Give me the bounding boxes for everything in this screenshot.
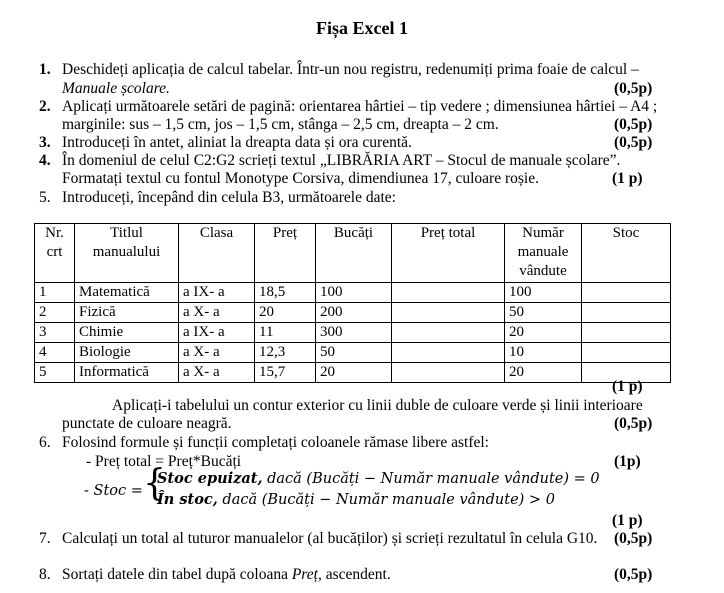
header-bucati	[316, 224, 392, 283]
table-cell: a X- a	[179, 303, 255, 323]
header-nr-crt	[35, 224, 75, 283]
item-3-points: (0,5p)	[614, 134, 653, 151]
item-3-number: 3.	[39, 134, 51, 151]
item-8-text-after: ascendent.	[325, 566, 391, 583]
header-text: Clasa	[199, 225, 234, 241]
formula-pret-total: - Preț total = Preț*Bucăți	[86, 453, 242, 470]
case-2-rest: dacă (Bucăți − Număr manuale vândute) > 0	[222, 492, 555, 508]
border-text-line2: punctate de culoare neagră.	[62, 415, 232, 432]
table-cell: a X- a	[179, 343, 255, 363]
table-cell: 20	[316, 363, 392, 383]
table-cell: 2	[35, 303, 75, 323]
table-cell: 50	[505, 303, 582, 323]
table-cell	[582, 283, 671, 303]
table-cell: a X- a	[179, 363, 255, 383]
table-cell: Chimie	[75, 323, 179, 343]
header-text: Bucăți	[333, 225, 374, 241]
table-cell: 300	[316, 323, 392, 343]
item-2-line1: Aplicați următoarele setări de pagină: orientarea hârtiei – tip vedere ; dimensiunea hârtiei – A4 ;	[62, 98, 658, 115]
item-7-number: 7.	[39, 530, 51, 547]
table-cell: Fizică	[75, 303, 179, 323]
border-text-points: (0,5p)	[614, 415, 653, 432]
case-brace: {	[143, 463, 166, 504]
header-pret-total	[392, 224, 505, 283]
header-stoc	[582, 224, 671, 283]
header-text: Preț total	[420, 225, 476, 241]
header-pret	[255, 224, 316, 283]
table-cell: a IX- a	[179, 283, 255, 303]
table-cell: 20	[505, 363, 582, 383]
table-cell	[392, 323, 505, 343]
table-cell	[582, 343, 671, 363]
page-title: Fișa Excel 1	[316, 18, 408, 38]
table-cell: 100	[316, 283, 392, 303]
table-cell: 200	[316, 303, 392, 323]
table-cell: 12,3	[255, 343, 316, 363]
table-cell	[392, 303, 505, 323]
item-2-line2: marginile: sus – 1,5 cm, jos – 1,5 cm, stânga – 2,5 cm, dreapta – 2 cm.	[62, 116, 499, 133]
table-cell: Biologie	[75, 343, 179, 363]
table-row	[35, 323, 671, 343]
table-cell	[582, 323, 671, 343]
item-6-line1: Folosind formule și funcții completați coloanele rămase libere astfel:	[62, 434, 489, 451]
table-cell: 5	[35, 363, 75, 383]
item-4-points: (1 p)	[612, 170, 643, 187]
table-cell: 20	[505, 323, 582, 343]
item-1-points: (0,5p)	[614, 80, 653, 97]
table-cell: 20	[255, 303, 316, 323]
item-6-points: (1 p)	[612, 512, 643, 529]
table-cell: 1	[35, 283, 75, 303]
header-text: manualului	[92, 244, 161, 260]
table-points: (1 p)	[612, 378, 643, 395]
header-text: crt	[46, 244, 63, 260]
item-7-points: (0,5p)	[614, 530, 653, 547]
table-row	[35, 343, 671, 363]
table-cell: 100	[505, 283, 582, 303]
table-cell: 50	[316, 343, 392, 363]
case-1	[157, 470, 600, 487]
item-5-number: 5.	[39, 189, 51, 206]
item-8-number: 8.	[39, 566, 51, 583]
item-1-line2: Manuale școlare.	[62, 80, 170, 97]
item-1-line1: Deschideți aplicația de calcul tabelar. Într-un nou registru, redenumiți prima foaie de calcul –	[62, 61, 639, 78]
item-8-text	[62, 566, 391, 584]
table-cell: 4	[35, 343, 75, 363]
case-1-rest: dacă (Bucăți − Număr manuale vândute) = 0	[267, 471, 600, 487]
item-2-number: 2.	[39, 98, 51, 115]
case-2	[157, 491, 555, 508]
item-8-text-before: Sortați datele din tabel după coloana	[62, 566, 288, 583]
table-row	[35, 283, 671, 303]
item-2-points: (0,5p)	[614, 116, 653, 133]
data-table	[34, 223, 671, 383]
item-6-number: 6.	[39, 434, 51, 451]
table-cell: 3	[35, 323, 75, 343]
header-text: Titlul	[110, 225, 143, 241]
table-row	[35, 363, 671, 383]
header-text: Număr	[522, 225, 564, 241]
table-cell: 11	[255, 323, 316, 343]
item-5-line1: Introduceți, începând din celula B3, următoarele date:	[62, 189, 396, 206]
header-titlul	[75, 224, 179, 283]
table-header-row	[35, 224, 671, 283]
header-text: Stoc	[612, 225, 640, 241]
item-8-text-italic: Preț,	[291, 566, 322, 583]
table-cell: a IX- a	[179, 323, 255, 343]
item-3-line1: Introduceți în antet, aliniat la dreapta data și ora curentă.	[62, 134, 412, 151]
header-text: Nr.	[45, 225, 64, 241]
header-numar-vandute	[505, 224, 582, 283]
table-cell	[392, 283, 505, 303]
item-4-line2: Formatați textul cu fontul Monotype Corsiva, dimendiunea 17, culoare roșie.	[62, 170, 539, 187]
table-cell: 18,5	[255, 283, 316, 303]
table-cell	[582, 303, 671, 323]
table-cell	[392, 343, 505, 363]
table-row	[35, 303, 671, 323]
table-cell: 10	[505, 343, 582, 363]
case-1-bold: Stoc epuizat,	[157, 470, 263, 487]
item-4-number: 4.	[39, 152, 51, 169]
header-text: Preț	[272, 225, 298, 241]
formula-pret-total-points: (1p)	[614, 453, 641, 470]
header-text: manuale	[517, 244, 569, 260]
item-1-number: 1.	[39, 61, 51, 78]
table-cell: Matematică	[75, 283, 179, 303]
table-cell	[392, 363, 505, 383]
item-4-line1: În domeniul de celul C2:G2 scrieți textul „LIBRĂRIA ART – Stocul de manuale școlare”.	[62, 152, 621, 169]
border-text-line1: Aplicați-i tabelului un contur exterior cu linii duble de culoare verde și linii interioare	[112, 397, 643, 414]
table-cell: 15,7	[255, 363, 316, 383]
item-8-points: (0,5p)	[614, 566, 653, 583]
table-cell: Informatică	[75, 363, 179, 383]
stoc-label: - Stoc =	[84, 483, 143, 499]
case-2-bold: În stoc,	[157, 491, 218, 508]
header-text: vândute	[519, 263, 567, 279]
item-7-text: Calculați un total al tuturor manualelor (al bucăților) și scrieți rezultatul în celula G10.	[62, 530, 598, 547]
header-clasa	[179, 224, 255, 283]
